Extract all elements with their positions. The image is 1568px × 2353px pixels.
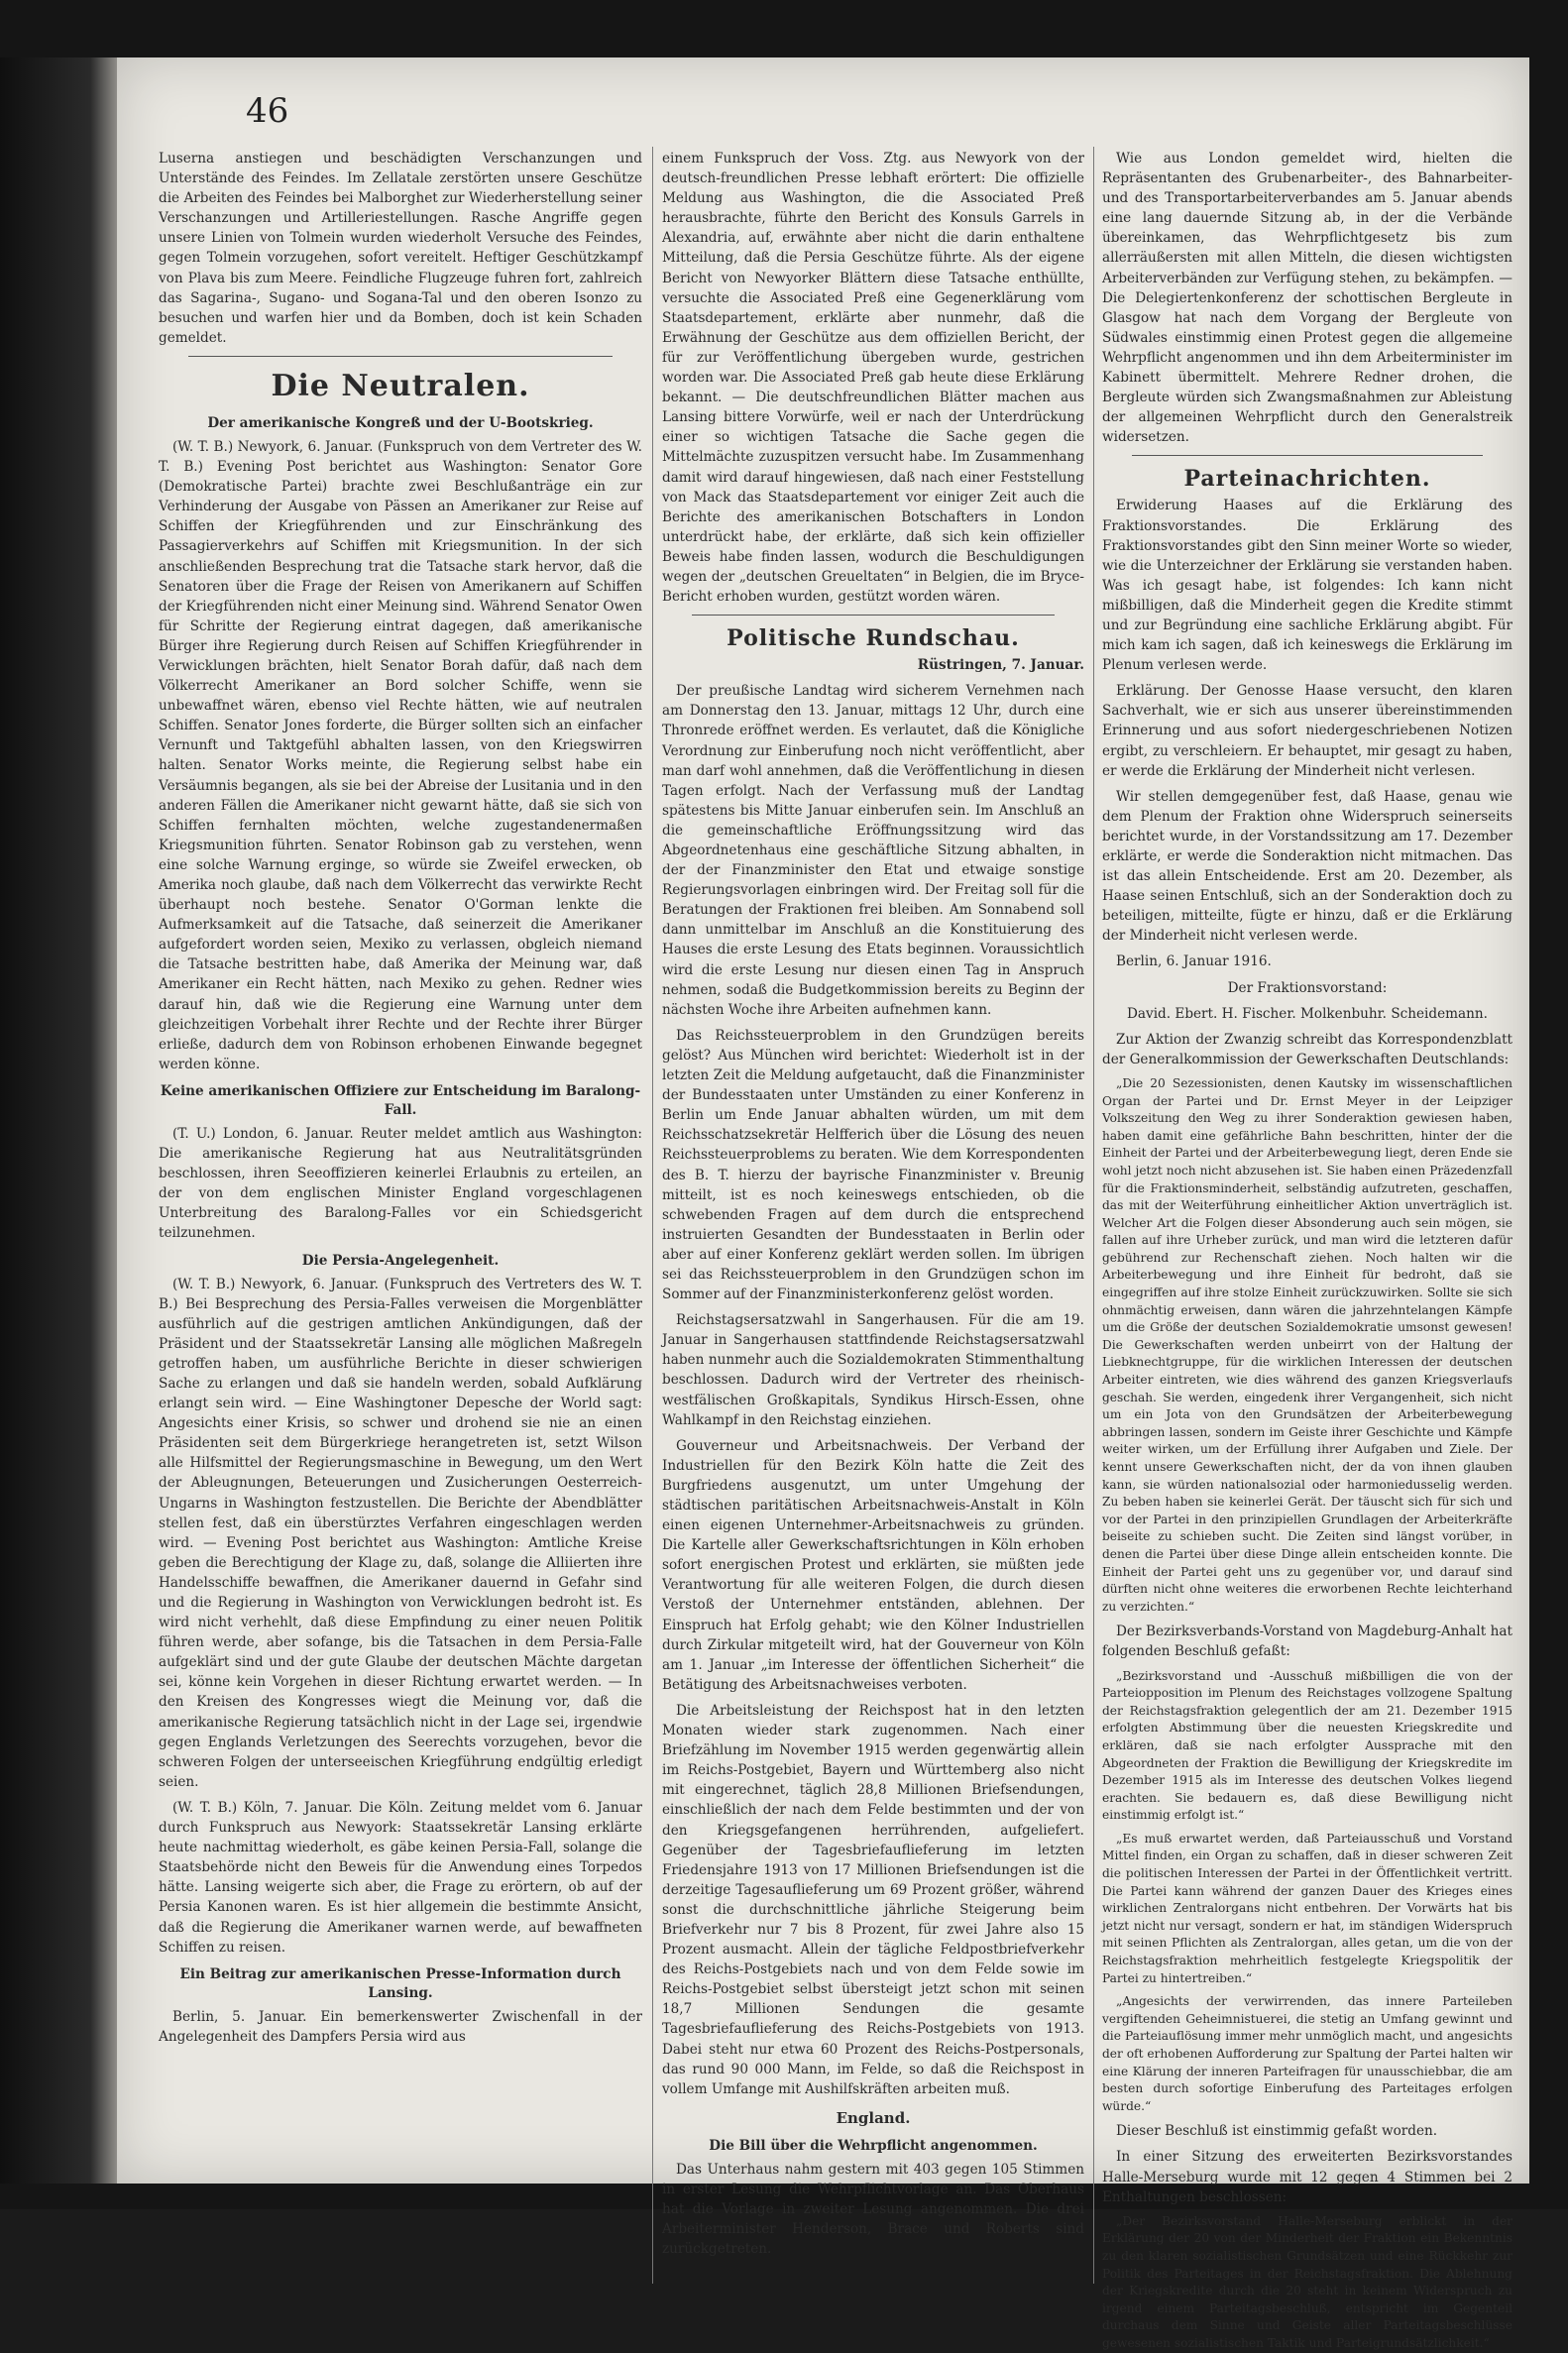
quoted-paragraph: „Angesichts der verwirrenden, das innere Parteileben vergiftenden Geheimnistuerei, die stetig an Umfang gewinnt und die Parteiauflösung immer mehr unmöglich macht, und angesichts der oft erhobenen Aufforderung zur Spaltung der Partei halten wir eine Klärung der inneren Parteifragen für unausschiebbar, die am besten durch sofortige Einberufung des Parteitages erfolgen würde.“ — [1102, 1994, 1512, 2113]
article-paragraph: Berlin, 5. Januar. Ein bemerkenswerter Zwischenfall in der Angelegenheit des Dampfers Persia wird aus — [159, 2008, 642, 2045]
article-paragraph: Die Arbeitsleistung der Reichspost hat in den letzten Monaten wieder stark zugenommen. Nach einer Briefzählung im November 1915 werden gegenwärtig allein im Reichs-Postgebiet, Bayern und Württemberg also nicht mit eingerechnet, täglich 28,8 Millionen Briefsendungen, einschließlich der nach dem Felde bestimmten und der von den Kriegsgefangenen herrührenden, aufgeliefert. Gegenüber der Tagesbriefauflieferung im letzten Friedensjahre 1913 von 17 Millionen Briefsendungen ist die derzeitige Tagesauflieferung um 69 Prozent größer, während sonst die durchschnittliche jährliche Steigerung beim Briefverkehr nur 7 bis 8 Prozent, für zwei Jahre also 15 Prozent ausmacht. Allein der tägliche Feldpostbriefverkehr des Reichs-Postgebiets nach und von dem Felde sowie im Reichs-Postgebiet selbst übersteigt jetzt schon mit seinen 18,7 Millionen Sendungen die gesamte Tagesbriefauflieferung des Reichs-Postgebiets von 1913. Dabei steht nur etwa 60 Prozent des Reichs-Postpersonals, das rund 90 000 Mann, im Felde, so daß die Reichspost in vollem Umfange mit Aushilfskräften arbeiten muß. — [662, 1702, 1084, 2097]
article-paragraph: Zur Aktion der Zwanzig schreibt das Korrespondenzblatt der Generalkommission der Gewerkschaften Deutschlands: — [1102, 1031, 1512, 1067]
section-heading-england: England. — [836, 2108, 911, 2127]
quoted-paragraph: „Die 20 Sezessionisten, denen Kautsky im wissenschaftlichen Organ der Partei und Dr. Ernst Meyer in der Leipziger Volkszeitung den Weg zu ihrer Sonderaktion gewiesen haben, haben damit eine gefährliche Bahn beschritten, hinter der die Einheit der Partei und der Arbeiterbewegung liegt, deren Ende sie wohl jetzt noch nicht abzusehen ist. Sie haben einen Präzedenzfall für die Fraktionsminderheit, selbständig aufzutreten, geschaffen, das mit der Weiterführung einheitlicher Aktion unverträglich ist. Welcher Art die Folgen dieser Absonderung auch sein mögen, sie fallen auf ihre Urheber zurück, und man wird die letzteren dafür gebührend zur Rechenschaft ziehen. Noch halten wir die Arbeiterbewegung und ihre Einheit für bedroht, daß sie eingegriffen auf ihre stolze Einheit zurückzuwirken. Sollte sie sich ohnmächtig erweisen, dann wären die jahrzehntelangen Kämpfe um die Größe der deutschen Sozialdemokratie umsonst gewesen! Die Gewerkschaften werden unbeirrt von der Haltung der Liebknechtgruppe, für die wirklichen Interessen der deutschen Arbeiter eintreten, wie dies während des ganzen Kriegsverlaufs geschah. Sie werden, eingedenk ihrer Vergangenheit, sich nicht um ein Jota von den Grundsätzen der Arbeiterbewegung abbringen lassen, sondern im Geiste ihrer Geschichte und Kämpfe weiter wirken, um der Erfüllung ihrer Aufgaben und Ziele. Der kennt unsere Gewerkschaften nicht, der da von ihnen glauben kann, sie würden nationalsozial oder harmoniedusselig werden. Zu beben haben sie keinerlei Gerät. Der täuscht sich für sich und vor der Partei in den prinzipiellen Grundlagen der Arbeiterkräfte beiseite zu schieben sucht. Die Zeiten sind längst vorüber, in denen die Partei über diese Dinge allein entscheiden konnte. Die Einheit der Partei geht uns zu gegenüber vor, und darauf sind dürften nicht ohne weiteres die erworbenen Rechte leichterhand zu verzichten.“ — [1102, 1075, 1512, 1614]
article-heading: Der amerikanische Kongreß und der U-Bootskrieg. — [207, 414, 594, 431]
article-paragraph: Wir stellen demgegenüber fest, daß Haase, genau wie dem Plenum der Fraktion ohne Widerspruch seinerseits berichtet wurde, in der Vorstandssitzung am 17. Dezember erklärte, er werde die Sonderaktion nicht mitmachen. Das ist das allein Entscheidende. Erst am 20. Dezember, als Haase seinen Entschluß, sich an der Sonderaktion doch zu beteiligen, mitteilte, fügte er hinzu, daß er die Erklärung der Minderheit nicht verlesen werde. — [1102, 788, 1512, 945]
quoted-paragraph: „Der Bezirksvorstand Halle-Merseburg erblickt in der Erklärung der 20 von der Minderheit der Fraktion ein Bekenntnis zu den klaren sozialistischen Grundsätzen und eine Rückkehr zur Politik des Parteitages in der Reichstagsfraktion. Die Ablehnung der Kriegskredite durch die 20 steht in keinem Widerspruch zu irgend einem Parteitagsbeschluß, entspricht im Gegenteil durchaus dem Sinne und Geiste aller Parteitagsbeschlüsse gewesenen sozialistischen Taktik und Parteigrundsätzlichkeit.“ — [1102, 2213, 1512, 2350]
article-heading: Keine amerikanischen Offiziere zur Entscheidung im Baralong-Fall. — [160, 1082, 641, 1118]
article-paragraph: (W. T. B.) Köln, 7. Januar. Die Köln. Zeitung meldet vom 6. Januar durch Funkspruch aus Newyork: Staatssekretär Lansing erklärte heute nachmittag wiederholt, es gäbe keinen Persia-Fall, solange die Staatsbehörde nicht den Beweis für die Anwendung eines Torpedos hätte. Lansing weigerte sich aber, die Frage zu erörtern, ob auf der Persia Kanonen waren. Es ist hier allgemein die bestimmte Ansicht, daß die Regierung die Amerikaner warnen werde, auf bewaffneten Schiffen zu reisen. — [159, 1799, 642, 1956]
article-paragraph: Berlin, 6. Januar 1916. — [1116, 953, 1272, 970]
article-paragraph: Reichstagsersatzwahl in Sangerhausen. Für die am 19. Januar in Sangerhausen stattfindende Reichstagsersatzwahl haben nunmehr auch die Sozialdemokraten Stimmenthaltung beschlossen. Dadurch wird der Vertreter des rheinisch-westfälischen Großkapitals, Syndikus Hirsch-Essen, ohne Wahlkampf in den Reichstag einziehen. — [662, 1312, 1084, 1428]
column-rule — [1093, 147, 1094, 2284]
article-paragraph: einem Funkspruch der Voss. Ztg. aus Newyork von der deutsch-freundlichen Presse lebhaft erörtert: Die offizielle Meldung aus Washington, die die Associated Preß herausbrachte, führte den Bericht des Konsuls Garrels in Alexandria, auf, erwähnte aber nicht die darin enthaltene Mitteilung, daß die Persia Geschütze führte. Als der eigene Bericht von Newyorker Blättern diese Tatsache enthüllte, versuchte die Associated Preß eine Gegenerklärung vom Staatsdepartement, erklärte aber nunmehr, daß die Erwähnung der Geschütze aus dem offiziellen Bericht, der für zur Veröffentlichung übergeben wurde, gestrichen worden war. Die Associated Preß gab heute diese Erklärung bekannt. — Die deutschfreundlichen Blätter machen aus Lansing bittere Vorwürfe, weil er nach der Unterdrückung einer so wichtigen Tatsache die Sache gegen die Mittelmächte zuzuspitzen versucht habe. Im Zusammenhang damit wird darauf hingewiesen, daß nach einer Feststellung von Mack das Staatsdepartement vor einiger Zeit auch die Berichte des amerikanischen Botschafters in London unterdrückt habe, der erklärte, daß sich kein offizieller Beweis habe finden lassen, wodurch die Beschuldigungen wegen der „deutschen Greueltaten“ in Belgien, die im Bryce-Bericht erhoben wurden, gestützt worden wären. — [662, 151, 1084, 606]
column-rule — [652, 147, 653, 2284]
article-paragraph: (T. U.) London, 6. Januar. Reuter meldet amtlich aus Washington: Die amerikanische Regierung hat aus Neutralitätsgründen beschlossen, ihren Seeoffizieren keinerlei Erlaubnis zu erteilen, an der von dem englischen Minister England vorgeschlagenen Unterbreitung des Baralong-Falles vor ein Schiedsgericht teilzunehmen. — [159, 1125, 642, 1242]
column-right — [1102, 149, 1512, 2350]
article-paragraph: Gouverneur und Arbeitsnachweis. Der Verband der Industriellen für den Bezirk Köln hatte die Zeit des Burgfriedens ausgenutzt, um unter Umgehung der städtischen paritätischen Arbeitsnachweis-Anstalt in Köln einen eigenen Unternehmer-Arbeitsnachweis zu gründen. Die Kartelle aller Gewerkschaftsrichtungen in Köln erhoben sofort energischen Protest und erklärten, sie müßten jede Verantwortung für alle weiteren Folgen, die durch diesen Verstoß der Unternehmer entständen, ablehnen. Der Einspruch hat Erfolg gehabt; wie den Kölner Industriellen durch Zirkular mitgeteilt wird, hat der Gouverneur von Köln am 1. Januar „im Interesse der öffentlichen Sicherheit“ die Betätigung des Arbeitsnachweises verboten. — [662, 1437, 1084, 1693]
column-middle — [662, 149, 1084, 2303]
signature-names: David. Ebert. H. Fischer. Molkenbuhr. Scheidemann. — [1127, 1005, 1488, 1022]
quoted-paragraph: „Es muß erwartet werden, daß Parteiausschuß und Vorstand Mittel finden, ein Organ zu schaffen, daß in dieser schweren Zeit die politischen Interessen der Partei in der Öffentlichkeit vertritt. Die Partei kann während der ganzen Dauer des Krieges eines wirklichen Zentralorgans nicht entbehren. Der Vorwärts hat bis jetzt nicht nur versagt, sondern er hat, im ständigen Widerspruch mit seinen Pflichten als Zentralorgan, alles getan, um die von der Reichstagsfraktion mehrheitlich festgelegte Kriegspolitik der Partei zu hintertreiben.“ — [1102, 1831, 1512, 1985]
column-left — [159, 149, 642, 2303]
article-paragraph: Das Reichssteuerproblem in den Grundzügen bereits gelöst? Aus München wird berichtet: Wiederholt ist in der letzten Zeit die Meldung aufgetaucht, daß die Finanzminister der Bundesstaaten unter Umständen zu einer Konferenz in Berlin um Ende Januar abhalten würden, um mit dem Reichsschatzsekretär Helfferich über die Lösung des neuen Reichssteuerproblems zu beraten. Wie dem Korrespondenten des B. T. hierzu der bayrische Finanzminister v. Breunig mitteilt, ist es noch keineswegs entschieden, ob die schwebenden Fragen auf dem durch die entsprechend instruierten Gesandten der Bundesstaaten in Berlin oder aber auf einer Konferenz geklärt werden sollen. Im übrigen sei das Reichssteuerproblem in den Grundzügen schon im Sommer auf der Finanzministerkonferenz gelöst worden. — [662, 1027, 1084, 1303]
article-paragraph: In einer Sitzung des erweiterten Bezirksvorstandes Halle-Merseburg wurde mit 12 gegen 4 Stimmen bei 2 Enthaltungen beschlossen: — [1102, 2149, 1512, 2205]
separator — [692, 615, 1055, 616]
article-heading: Die Persia-Angelegenheit. — [301, 1252, 500, 1269]
separator — [1132, 455, 1483, 456]
article-paragraph: (W. T. B.) Newyork, 6. Januar. (Funkspruch von dem Vertreter des W. T. B.) Evening Post berichtet aus Washington: Senator Gore (Demokratische Partei) brachte zwei Beschlußanträge ein zur Verhinderung der Ausgabe von Pässen an Amerikaner zur Reise auf Schiffen der Kriegführenden und zur Einschränkung des Passagierverkehrs auf Schiffen mit Kriegsmunition. In der sich anschließenden Besprechung trat die Tatsache stark hervor, daß die Senatoren über die Frage der Reisen von Amerikanern auf Schiffen der Kriegführenden nicht einer Meinung sind. Während Senator Owen für Schritte der Regierung eintrat dagegen, daß amerikanische Bürger ihre Regierung durch Reisen auf Schiffen Kriegführender in Verwicklungen brächten, hielt Senator Borah dafür, daß nach dem Völkerrecht Amerikaner an Bord solcher Schiffe, wenn sie unbewaffnet wären, ebenso viel Rechte hätten, wie auf neutralen Schiffen. Senator Jones forderte, die Bürger sollten sich an einfacher Vernunft und Taktgefühl abhalten lassen, von den Kriegswirren halten. Senator Works meinte, die Regierung selbst habe ein Versäumnis begangen, als sie bei der Abreise der Lusitania und in den anderen Fällen die Amerikaner nicht gewarnt hätte, daß sie sich von Schiffen fernhalten möchten, welche zugestandenermaßen Kriegsmunition führten. Senator Robinson gab zu verstehen, wenn eine solche Warnung erginge, so würde sie Zweifel erwecken, ob Amerika noch glaube, daß nach dem Völkerrecht das verwirkte Recht überhaupt noch bestehe. Senator O'Gorman lenkte die Aufmerksamkeit auf die Tatsache, daß seinerzeit die Amerikaner aufgefordert worden seien, Mexiko zu verlassen, obgleich niemand die Tatsache bestritten habe, daß Amerika der Meinung war, daß Amerikaner ein Recht hätten, nach Mexiko zu gehen. Redner wies darauf hin, daß wie die Regierung eine Warnung unter dem gleichzeitigen Vorbehalt ihrer Rechte und der Rechte ihrer Bürger erließe, dadurch dem von Robinson erhobenen Einwande begegnet werden könne. — [159, 438, 642, 1072]
dateline: Rüstringen, 7. Januar. — [917, 657, 1084, 674]
article-heading: Die Bill über die Wehrpflicht angenommen. — [709, 2137, 1038, 2154]
article-paragraph: Das Unterhaus nahm gestern mit 403 gegen 105 Stimmen in erster Lesung die Wehrpflichtvorlage an. Das Oberhaus hat die Vorlage in zweiter Lesung angenommen. Die drei Arbeiterminister Henderson, Brace und Roberts sind zurückgetreten. — [662, 2161, 1084, 2258]
article-paragraph: Luserna anstiegen und beschädigten Verschanzungen und Unterstände des Feindes. Im Zellatale zerstörten unsere Geschütze die Arbeiten des Feindes bei Malborghet zur Wiederherstellung seiner Verschanzungen und Artilleriestellungen. Rasche Angriffe gegen unsere Linien von Tolmein wurden wiederholt Versuche des Feindes, gegen Tolmein vorzugehen, sofort vereitelt. Heftiger Geschützkampf von Plava bis zum Meere. Feindliche Flugzeuge fuhren fort, zahlreich das Sagarina-, Sugano- und Sogana-Tal und den oberen Isonzo zu besuchen und warfen hier und da Bomben, doch ist kein Schaden gemeldet. — [159, 151, 642, 346]
section-heading-party-news: Parteinachrichten. — [1183, 466, 1431, 493]
section-heading-neutrals: Die Neutralen. — [271, 368, 530, 403]
page-number: 46 — [246, 91, 289, 131]
article-paragraph: Wie aus London gemeldet wird, hielten die Repräsentanten des Grubenarbeiter-, des Bahnarbeiter- und des Transportarbeiterverbandes am 5. Januar abends eine lang dauernde Sitzung ab, in der die Verbände übereinkamen, das Wehrpflichtgesetz bis zum allerräußersten mit allen Mitteln, die diesen wichtigsten Arbeiterverbänden zur Verfügung stehen, zu bekämpfen. — Die Delegiertenkonferenz der schottischen Bergleute in Glasgow hat nach dem Vorgang der Bergleute von Südwales einstimmig einen Protest gegen die allgemeine Wehrpflicht angenommen und ihn dem Arbeiterminister im Kabinett übermittelt. Mehrere Redner drohen, die Bergleute würden sich Zwangsmaßnahmen zur Ableistung der allgemeinen Wehrpflicht durch den Generalstreik widersetzen. — [1102, 151, 1512, 446]
book-gutter — [0, 57, 129, 2184]
article-paragraph: Erwiderung Haases auf die Erklärung des Fraktionsvorstandes. Die Erklärung des Fraktionsvorstandes gibt den Sinn meiner Worte so wieder, wie die Unterzeichner der Erklärung sie verstanden haben. Was ich gesagt habe, ist folgendes: Ich kann nicht mißbilligen, daß die Minderheit gegen die Kredite stimmt und zur Begründung eine sachliche Erklärung abgibt. Für mich kam ich sagen, daß ich keineswegs die Erklärung im Plenum verlesen werde. — [1102, 498, 1512, 674]
signature-heading: Der Fraktionsvorstand: — [1227, 979, 1388, 996]
article-paragraph: Erklärung. Der Genosse Haase versucht, den klaren Sachverhalt, wie er sich aus unserer übereinstimmenden Erinnerung und aus sofort niedergeschriebenen Notizen ergibt, zu verschleiern. Er behauptet, mir gesagt zu haben, er werde die Erklärung der Minderheit nicht verlesen. — [1102, 683, 1512, 779]
article-paragraph: Der preußische Landtag wird sicherem Vernehmen nach am Donnerstag den 13. Januar, mittags 12 Uhr, durch eine Thronrede eröffnet werden. Es verlautet, daß die Königliche Verordnung zur Einberufung noch nicht veröffentlicht, aber man darf wohl annehmen, daß die Veröffentlichung in diesen Tagen erfolgt. Nach der Verfassung muß der Landtag spätestens bis Mitte Januar einberufen sein. Im Anschluß an die gemeinschaftliche Eröffnungssitzung wird das Abgeordnetenhaus eine geschäftliche Sitzung abhalten, in der der Finanzminister den Etat und etwaige sonstige Regierungsvorlagen einbringen wird. Der Freitag soll für die Beratungen der Fraktionen frei bleiben. Am Sonnabend soll dann unmittelbar im Anschluß an die Konstituierung des Hauses die erste Lesung des Etats beginnen. Voraussichtlich wird die erste Lesung nur diesen einen Tag in Anspruch nehmen, sodaß die Budgetkommission bereits zu Beginn der nächsten Woche ihre Arbeiten aufnehmen kann. — [662, 683, 1084, 1018]
section-heading-politics: Politische Rundschau. — [727, 625, 1020, 652]
separator — [188, 356, 613, 357]
article-paragraph: Dieser Beschluß ist einstimmig gefaßt worden. — [1116, 2123, 1438, 2140]
article-paragraph: (W. T. B.) Newyork, 6. Januar. (Funkspruch des Vertreters des W. T. B.) Bei Besprechung des Persia-Falles verweisen die Morgenblätter ausführlich auf die gestrigen amtlichen Ankündigungen, daß der Präsident und der Staatssekretär Lansing alle möglichen Maßregeln getroffen haben, um ausführliche Berichte in dieser schwierigen Sache zu erlangen und daß sie handeln werden, sobald Aufklärung erlangt sein wird. — Eine Washingtoner Depesche der World sagt: Angesichts einer Krisis, so schwer und drohend sie nie an einen Präsidenten seit dem Bürgerkriege herangetreten ist, setzt Wilson alle Hilfsmittel der Regierungsmaschine in Bewegung, um den Wert der Ableugnungen, Beteuerungen und Zusicherungen Oesterreich-Ungarns in Washington festzustellen. Die Berichte der Abendblätter stellen fest, daß ein überstürztes Verfahren eingeschlagen werden wird. — Evening Post berichtet aus Washington: Amtliche Kreise geben die Berechtigung der Klage zu, daß, solange die Alliierten ihre Handelsschiffe bewaffnen, die Amerikaner dauernd in Gefahr sind und die Regierung in Washington von Verwicklungen bedroht ist. Es wird nicht verhehlt, daß diese Empfindung zu einer neuen Politik führen werde, aber sofange, bis die Tatsachen in dem Persia-Falle aufgeklärt sind und der gute Glaube der deutschen Mächte dargetan sei, könne kein Vorgehen in dieser Richtung erwartet werden. — In den Kreisen des Kongresses wiegt die Meinung vor, daß die amerikanische Regierung tatsächlich nicht in der Lage sei, irgendwie gegen Englands Verletzungen des Seerechts vorzugehen, bevor die schweren Folgen der unterseeischen Kriegführung endgültig erledigt seien. — [159, 1276, 642, 1790]
article-heading: Ein Beitrag zur amerikanischen Presse-Information durch Lansing. — [179, 1965, 621, 2001]
article-paragraph: Der Bezirksverbands-Vorstand von Magdeburg-Anhalt hat folgenden Beschluß gefaßt: — [1102, 1624, 1512, 1660]
quoted-paragraph: „Bezirksvorstand und -Ausschuß mißbilligen die von der Parteiopposition im Plenum des Reichstages vollzogene Spaltung der Reichstagsfraktion gelegentlich der am 21. Dezember 1915 erfolgten Abstimmung über die neuesten Kriegskredite und erklären, daß sie nach erfolgter Aussprache mit den Abgeordneten der Fraktion die Bewilligung der Kriegskredite im Dezember 1915 als im Interesse des deutschen Volkes liegend erachten. Sie bedauern es, daß diese Bewilligung nicht einstimmig erfolgt ist.“ — [1102, 1668, 1512, 1823]
